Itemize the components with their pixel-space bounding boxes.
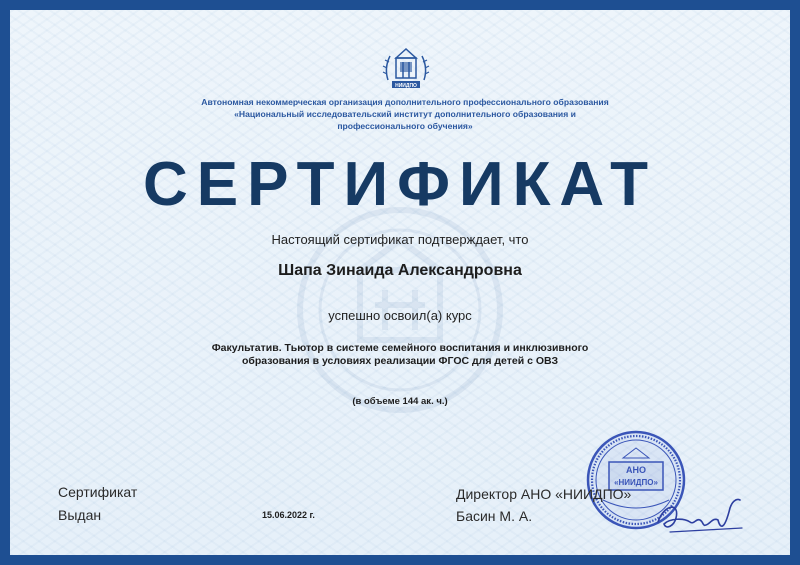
certificate-title: СЕРТИФИКАТ bbox=[143, 150, 657, 219]
course-volume: (в объеме 144 ак. ч.) bbox=[352, 396, 448, 407]
certificate-sheet bbox=[10, 10, 790, 555]
director-title: Директор АНО «НИИДПО» bbox=[456, 486, 632, 502]
svg-text:НИИДПО: НИИДПО bbox=[395, 83, 417, 89]
issue-date: 15.06.2022 г. bbox=[262, 510, 315, 520]
confirms-text: Настоящий сертификат подтверждает, что bbox=[271, 232, 529, 247]
stamp-middle-text: «НИИДПО» bbox=[614, 478, 658, 487]
organization-name bbox=[170, 96, 640, 132]
institute-logo-icon bbox=[380, 40, 432, 96]
stamp-top-text: АНО bbox=[626, 465, 646, 475]
mastered-text: успешно освоил(а) курс bbox=[328, 308, 472, 323]
signature bbox=[650, 488, 750, 540]
issued-label: Сертификат bbox=[58, 484, 138, 500]
course-line: Факультатив. Тьютор в системе семейного воспитания и инклюзивного bbox=[211, 342, 589, 354]
director-name: Басин М. А. bbox=[456, 508, 533, 524]
org-line: Автономная некоммерческая организация дополнительного профессионального образования bbox=[201, 97, 609, 107]
org-line: профессионального обучения» bbox=[337, 121, 473, 131]
org-line: «Национальный исследовательский институт дополнительного образования и bbox=[234, 109, 576, 119]
course-line: образования в условиях реализации ФГОС для детей с ОВЗ bbox=[241, 355, 559, 367]
recipient-name: Шапа Зинаида Александровна bbox=[278, 262, 522, 279]
course-title bbox=[160, 342, 640, 368]
issued-to-label: Выдан bbox=[58, 507, 102, 523]
